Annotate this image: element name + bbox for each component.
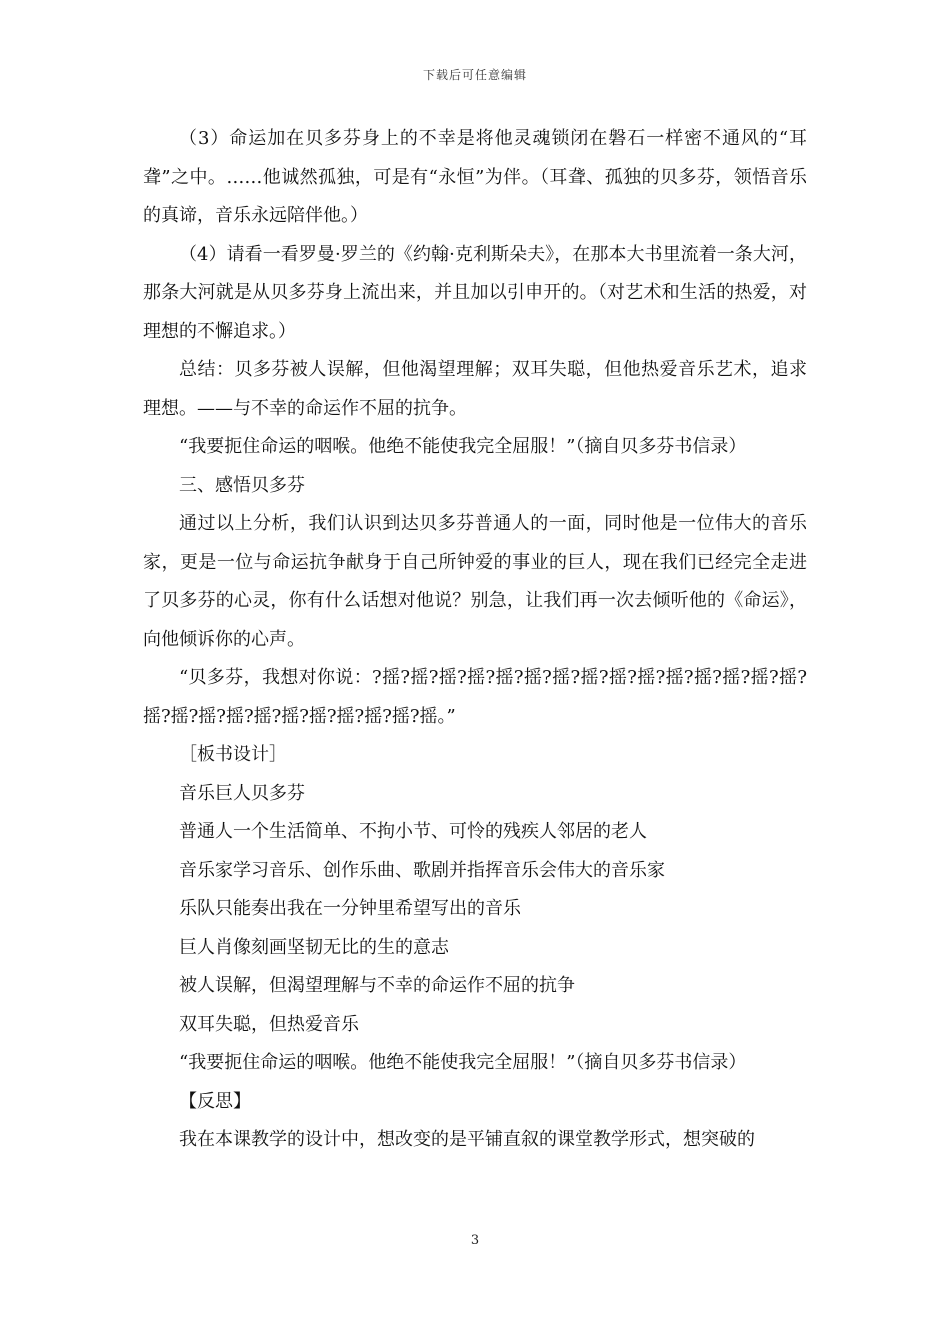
board-design-heading: ［板书设计］ — [179, 744, 287, 765]
board-line-musician: 音乐家学习音乐、创作乐曲、歌剧并指挥音乐会伟大的音乐家 — [179, 859, 665, 881]
reflection-paragraph: 我在本课教学的设计中，想改变的是平铺直叙的课堂教学形式，想突破的 — [179, 1129, 755, 1150]
paragraph-point-4: （4）请看一看罗曼·罗兰的《约翰·克利斯朵夫》，在那本大书里流着一条大河，那条大河就是从贝多芬身上流出来，并且加以引申开的。（对艺术和生活的热爱，对理想的不懈追求。） — [143, 243, 807, 342]
paragraph-message: “贝多芬，我想对你说：?摇?摇?摇?摇?摇?摇?摇?摇?摇?摇?摇?摇?摇?摇?摇?摇?摇?摇?摇?摇?摇?摇?摇?摇?摇?摇。” — [143, 667, 807, 727]
board-line-giant: 巨人肖像刻画坚韧无比的生的意志 — [179, 936, 449, 958]
board-line-misunderstood: 被人误解，但渴望理解与不幸的命运作不屈的抗争 — [179, 975, 575, 996]
page-body — [143, 120, 807, 1160]
board-line-deaf: 双耳失聪，但热爱音乐 — [179, 1013, 359, 1035]
section-heading: 三、感悟贝多芬 — [179, 474, 305, 496]
paragraph-analysis: 通过以上分析，我们认识到达贝多芬普通人的一面，同时他是一位伟大的音乐家，更是一位与命运抗争献身于自己所钟爱的事业的巨人，现在我们已经完全走进了贝多芬的心灵，你有什么话想对他说？别急，让我们再一次去倾听他的《命运》，向他倾诉你的心声。 — [143, 513, 807, 650]
paragraph-point-3: （3）命运加在贝多芬身上的不幸是将他灵魂锁闭在磐石一样密不通风的“耳聋”之中。……他诚然孤独，可是有“永恒”为伴。（耳聋、孤独的贝多芬，领悟音乐的真谛，音乐永远陪伴他。） — [143, 128, 807, 226]
paragraph-quote: “我要扼住命运的咽喉。他绝不能使我完全屈服！”（摘自贝多芬书信录） — [179, 436, 747, 457]
paragraph-summary: 总结：贝多芬被人误解，但他渴望理解；双耳失聪，但他热爱音乐艺术，追求理想。——与不幸的命运作不屈的抗争。 — [143, 359, 807, 419]
board-line-quote: “我要扼住命运的咽喉。他绝不能使我完全屈服！”（摘自贝多芬书信录） — [179, 1052, 747, 1073]
page-header: 下载后可任意编辑 — [422, 68, 527, 82]
board-line-orchestra: 乐队只能奏出我在一分钟里希望写出的音乐 — [179, 898, 521, 919]
board-line-title: 音乐巨人贝多芬 — [179, 782, 305, 804]
reflection-heading: 【反思】 — [179, 1090, 251, 1112]
board-line-ordinary: 普通人一个生活简单、不拘小节、可怜的残疾人邻居的老人 — [179, 821, 647, 842]
page-number: 3 — [470, 1233, 480, 1248]
